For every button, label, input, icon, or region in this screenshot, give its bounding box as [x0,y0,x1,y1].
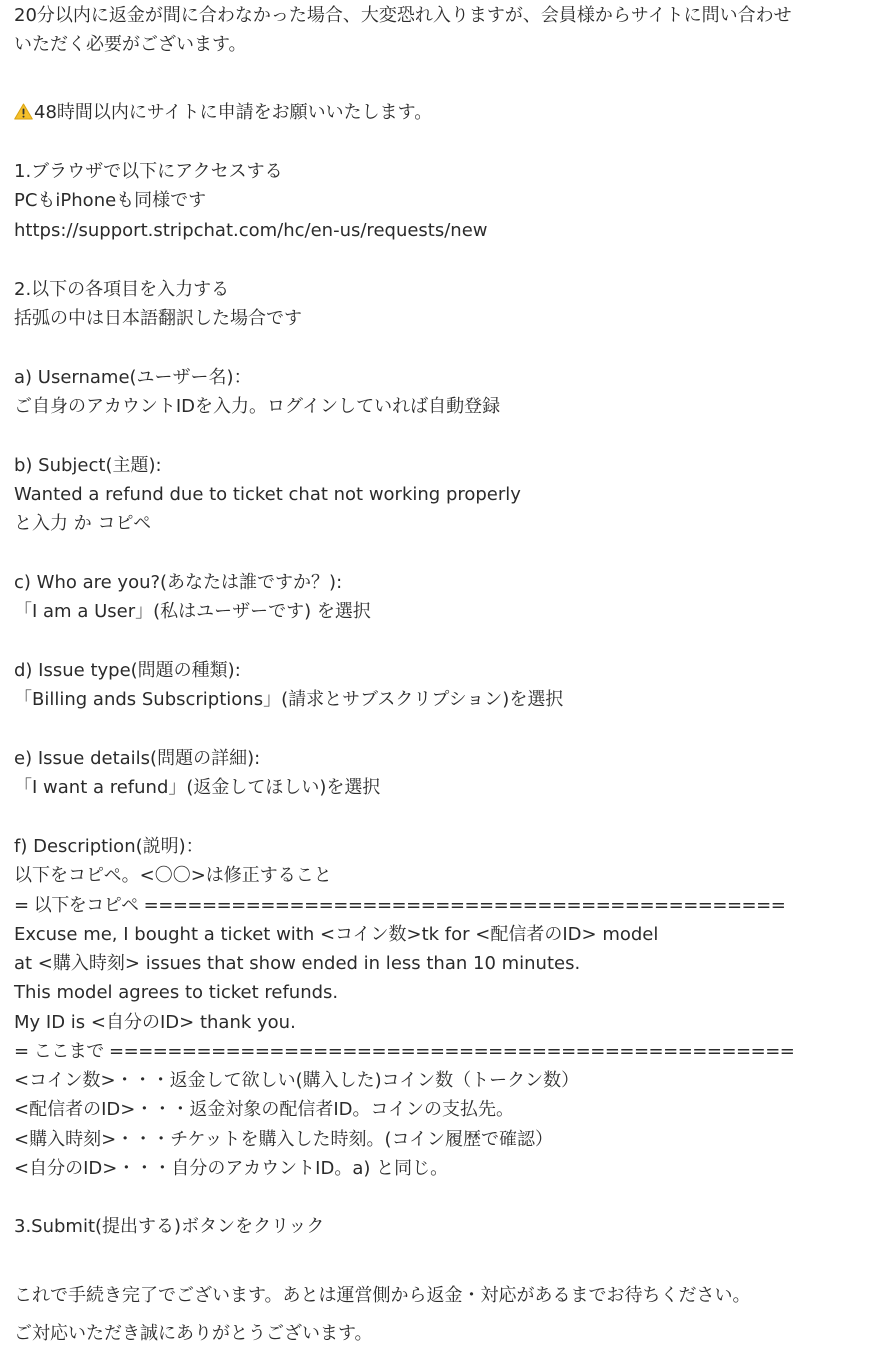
username-label: a) Username(ユーザー名)： [14,367,252,388]
step2-title: 2.以下の各項目を入力する [14,279,230,300]
template-line-3: This model agrees to ticket refunds. [14,982,339,1003]
support-url[interactable]: https://support.stripchat.com/hc/en-us/requests/new [14,220,488,241]
subject-note: と入力 か コピペ [14,513,152,534]
closing-line-2: ご対応いただき誠にありがとうございます。 [14,1323,373,1344]
warning-text: 48時間以内にサイトに申請をお願いいたします。 [34,102,433,123]
closing-line-1: これで手続き完了でございます。あとは運営側から返金・対応があるまでお待ちください。 [14,1285,751,1306]
template-line-4: My ID is <自分のID> thank you. [14,1012,296,1033]
legend-streamer-id: <配信者のID>・・・返金対象の配信者ID。コインの支払先。 [14,1099,514,1120]
step1-title: 1.ブラウザで以下にアクセスする [14,161,283,182]
issue-details-value: 「I want a refund」(返金してほしい)を選択 [14,777,381,798]
issue-details-label: e) Issue details(問題の詳細): [14,748,261,769]
template-line-1: Excuse me, I bought a ticket with <コイン数>tk for <配信者のID> model [14,924,659,945]
who-label: c) Who are you?(あなたは誰ですか？): [14,572,343,593]
legend-coin-count: <コイン数>・・・返金して欲しい(購入した)コイン数（トークン数） [14,1070,580,1091]
intro-line-2: いただく必要がございます。 [14,34,247,55]
subject-label: b) Subject(主題): [14,455,162,476]
description-label: f) Description(説明)： [14,836,204,857]
step2-note: 括弧の中は日本語翻訳した場合です [14,308,302,329]
username-value: ご自身のアカウントIDを入力。ログインしていれば自動登録 [14,396,501,417]
copy-start-separator: = 以下をコピペ ============================================ [14,895,786,916]
who-value: 「I am a User」(私はユーザーです) を選択 [14,601,371,622]
issue-type-value: 「Billing ands Subscriptions」(請求とサブスクリプション)を選択 [14,689,564,710]
copy-end-separator: = ここまで =============================================== [14,1041,795,1062]
legend-own-id: <自分のID>・・・自分のアカウントID。a) と同じ。 [14,1158,449,1179]
intro-line-1: 20分以内に返金が間に合わなかった場合、大変恐れ入りますが、会員様からサイトに問い合わせ [14,5,792,26]
legend-purchase-time: <購入時刻>・・・チケットを購入した時刻。(コイン履歴で確認） [14,1129,554,1150]
subject-value: Wanted a refund due to ticket chat not working properly [14,484,521,505]
template-line-2: at <購入時刻> issues that show ended in less than 10 minutes. [14,953,581,974]
warning-line [14,100,432,126]
issue-type-label: d) Issue type(問題の種類): [14,660,241,681]
warning-icon [14,102,33,119]
description-note: 以下をコピペ。<〇〇>は修正すること [14,865,332,886]
step1-note: PCもiPhoneも同様です [14,190,207,211]
step3-title: 3.Submit(提出する)ボタンをクリック [14,1216,325,1237]
